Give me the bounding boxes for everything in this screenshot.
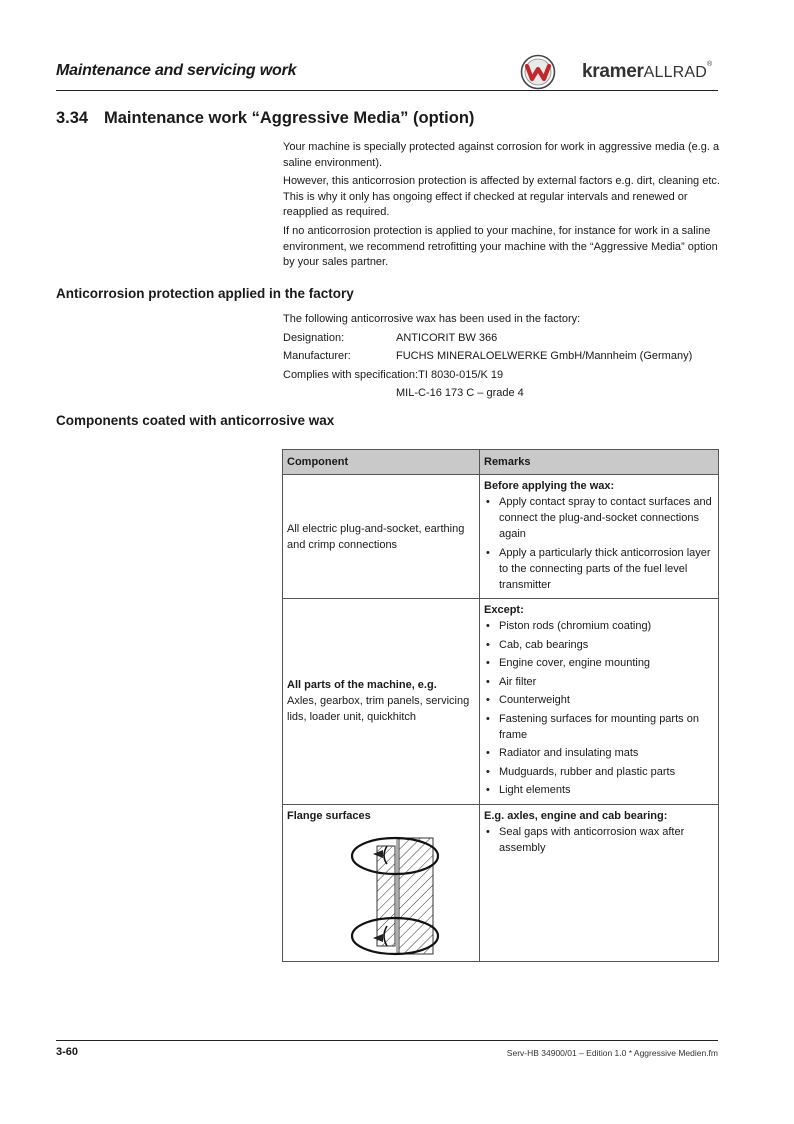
- list-item: • Cab, cab bearings: [484, 637, 714, 653]
- footer-reference: Serv-HB 34900/01 – Edition 1.0 * Aggressive Medien.fm: [506, 1048, 718, 1058]
- specification-row-2: [283, 384, 720, 403]
- list-item: • Mudguards, rubber and plastic parts: [484, 764, 714, 780]
- component-title: All parts of the machine, e.g.: [287, 679, 437, 692]
- page-number: 3-60: [56, 1046, 79, 1058]
- specification-value-2: MIL-C-16 173 C – grade 4: [396, 387, 524, 399]
- intro-text: [283, 140, 720, 274]
- factory-heading: Anticorrosion protection applied in the factory: [56, 286, 354, 301]
- flange-seal-gap-illustration: [347, 832, 467, 958]
- header-rule: [56, 90, 718, 91]
- list-item: • Apply a particularly thick anticorrosion layer to the connecting parts of the fuel level transmitter: [484, 545, 714, 593]
- table-row: [283, 599, 719, 805]
- manufacturer-label: Manufacturer:: [283, 350, 351, 362]
- intro-paragraph: Your machine is specially protected against corrosion for work in aggressive media (e.g. a saline environment).: [283, 141, 720, 169]
- specification-value: TI 8030-015/K 19: [418, 368, 504, 381]
- section-heading: [56, 109, 474, 128]
- remarks-title: E.g. axles, engine and cab bearing:: [484, 809, 668, 822]
- list-item: • Light elements: [484, 782, 714, 798]
- table-cell-remarks: [480, 804, 719, 961]
- specification-row: [283, 366, 720, 385]
- component-text: All electric plug-and-socket, earthing and crimp connections: [287, 522, 465, 551]
- table-cell-component: [283, 804, 480, 961]
- components-table: [282, 449, 719, 962]
- table-row: [283, 804, 719, 961]
- factory-details: [283, 310, 720, 403]
- running-header-title: Maintenance and servicing work: [56, 62, 297, 79]
- remarks-title: Except:: [484, 604, 524, 616]
- table-cell-component: [283, 475, 480, 599]
- list-item: • Air filter: [484, 674, 714, 690]
- kramer-w-logo-icon: [520, 54, 556, 90]
- table-header-row: [283, 450, 719, 475]
- table-cell-remarks: [480, 599, 719, 805]
- table-cell-remarks: [480, 475, 719, 599]
- specification-label: Complies with specification:: [283, 368, 419, 381]
- component-text: Axles, gearbox, trim panels, servicing lids, loader unit, quickhitch: [287, 695, 470, 724]
- remarks-list: [484, 824, 714, 856]
- manufacturer-row: [283, 347, 720, 366]
- footer-rule: [56, 1040, 718, 1041]
- brand-wordmark: [582, 61, 712, 83]
- column-header-remarks: Remarks: [480, 450, 719, 475]
- intro-paragraph: If no anticorrosion protection is applied to your machine, for instance for work in a saline environment, we recommend retrofitting your machine with the “Aggressive Media” option by your sales partner.: [283, 224, 718, 269]
- component-title: Flange surfaces: [287, 809, 371, 822]
- list-item: • Engine cover, engine mounting: [484, 655, 714, 671]
- column-header-component: Component: [283, 450, 480, 475]
- list-item: • Apply contact spray to contact surfaces and connect the plug-and-socket connections again: [484, 494, 714, 542]
- factory-lead: The following anticorrosive wax has been used in the factory:: [283, 313, 581, 325]
- brand-registered: ®: [707, 61, 712, 68]
- brand-bold: kramer: [582, 61, 644, 82]
- section-number: 3.34: [56, 109, 89, 127]
- manufacturer-value: FUCHS MINERALOELWERKE GmbH/Mannheim (Germany): [396, 350, 693, 362]
- section-title: Maintenance work “Aggressive Media” (option): [104, 109, 475, 127]
- remarks-title: Before applying the wax:: [484, 480, 615, 492]
- list-item: • Counterweight: [484, 692, 714, 708]
- designation-value: ANTICORIT BW 366: [396, 331, 498, 344]
- designation-row: [283, 329, 720, 348]
- list-item: • Piston rods (chromium coating): [484, 618, 714, 634]
- intro-paragraph: However, this anticorrosion protection is affected by external factors e.g. dirt, cleaning etc. This is why it only has ongoing effect if checked at regular intervals and renewed or reapplied as required.: [283, 175, 720, 219]
- remarks-list: [484, 494, 714, 593]
- list-item: • Seal gaps with anticorrosion wax after assembly: [484, 824, 714, 856]
- list-item: • Radiator and insulating mats: [484, 745, 714, 761]
- brand-light: ALLRAD: [643, 64, 708, 81]
- remarks-list: [484, 618, 714, 798]
- designation-label: Designation:: [283, 331, 345, 344]
- components-heading: Components coated with anticorrosive wax: [56, 413, 335, 428]
- list-item: • Fastening surfaces for mounting parts on frame: [484, 711, 714, 743]
- table-cell-component: [283, 599, 480, 805]
- table-row: [283, 475, 719, 599]
